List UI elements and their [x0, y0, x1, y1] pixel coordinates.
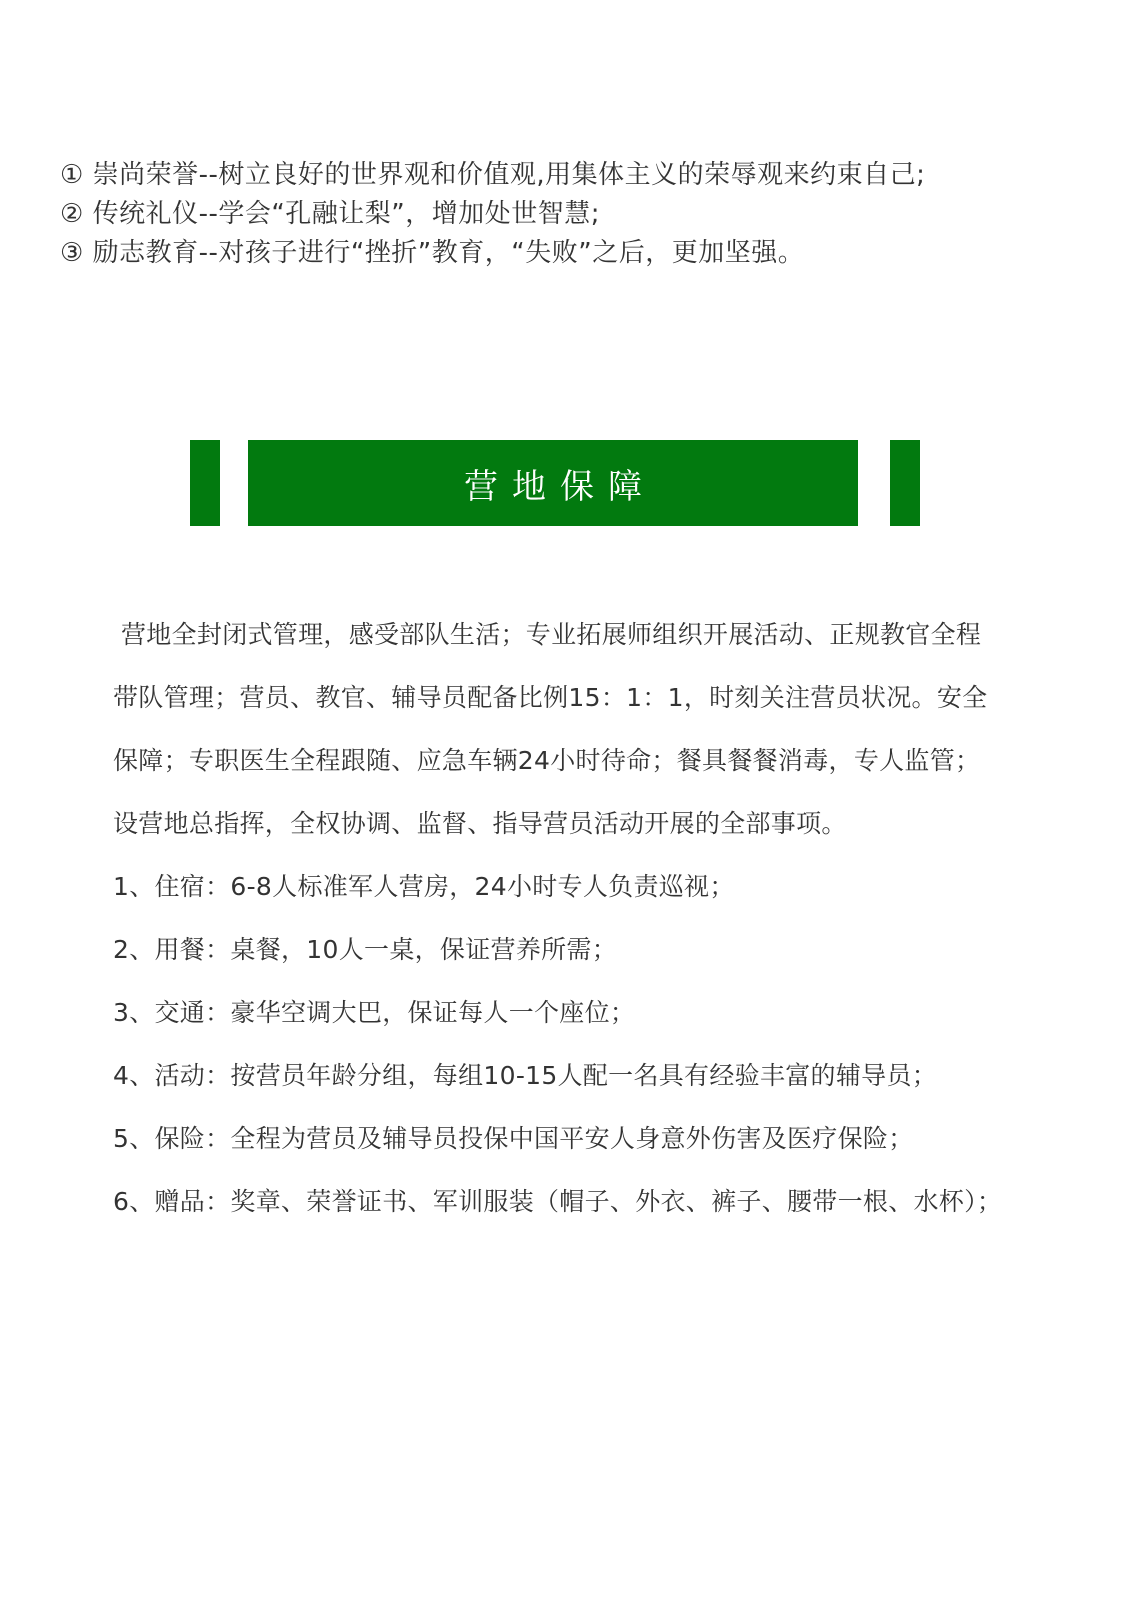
list-item-gifts: 6、赠品：奖章、荣誉证书、军训服装（帽子、外衣、裤子、腰带一根、水杯）；	[113, 1187, 1003, 1216]
list-item-lodging: 1、住宿：6-8人标准军人营房，24小时专人负责巡视；	[113, 872, 735, 901]
list-item-insurance: 5、保险：全程为营员及辅导员投保中国平安人身意外伤害及医疗保险；	[113, 1124, 914, 1153]
intro-line-inspiration: ③ 励志教育--对孩子进行“挫折”教育，“失败”之后，更加坚强。	[60, 238, 805, 268]
banner-title-box	[248, 440, 858, 526]
banner-right-bar	[890, 440, 920, 526]
intro-list	[60, 156, 1080, 273]
management-paragraph: 营地全封闭式管理，感受部队生活；专业拓展师组织开展活动、正规教官全程带队管理；营员、教官、辅导员配备比例15：1：1，时刻关注营员状况。安全保障；专职医生全程跟随、应急车辆24小时待命；餐具餐餐消毒，专人监管；设营地总指挥，全权协调、监督、指导营员活动开展的全部事项。	[113, 620, 988, 838]
list-item-transport: 3、交通：豪华空调大巴，保证每人一个座位；	[113, 998, 636, 1027]
list-item-activities: 4、活动：按营员年龄分组，每组10-15人配一名具有经验丰富的辅导员；	[113, 1061, 938, 1090]
banner-title: 营地保障	[464, 466, 656, 507]
intro-line-honor: ① 崇尚荣誉--树立良好的世界观和价值观,用集体主义的荣辱观来约束自己;	[60, 160, 926, 190]
camp-guarantee-content	[113, 603, 1003, 1233]
list-item-dining: 2、用餐：桌餐，10人一桌，保证营养所需；	[113, 935, 618, 964]
section-banner	[0, 440, 1131, 526]
intro-line-etiquette: ② 传统礼仪--学会“孔融让梨”，增加处世智慧;	[60, 199, 601, 229]
banner-left-bar	[190, 440, 220, 526]
